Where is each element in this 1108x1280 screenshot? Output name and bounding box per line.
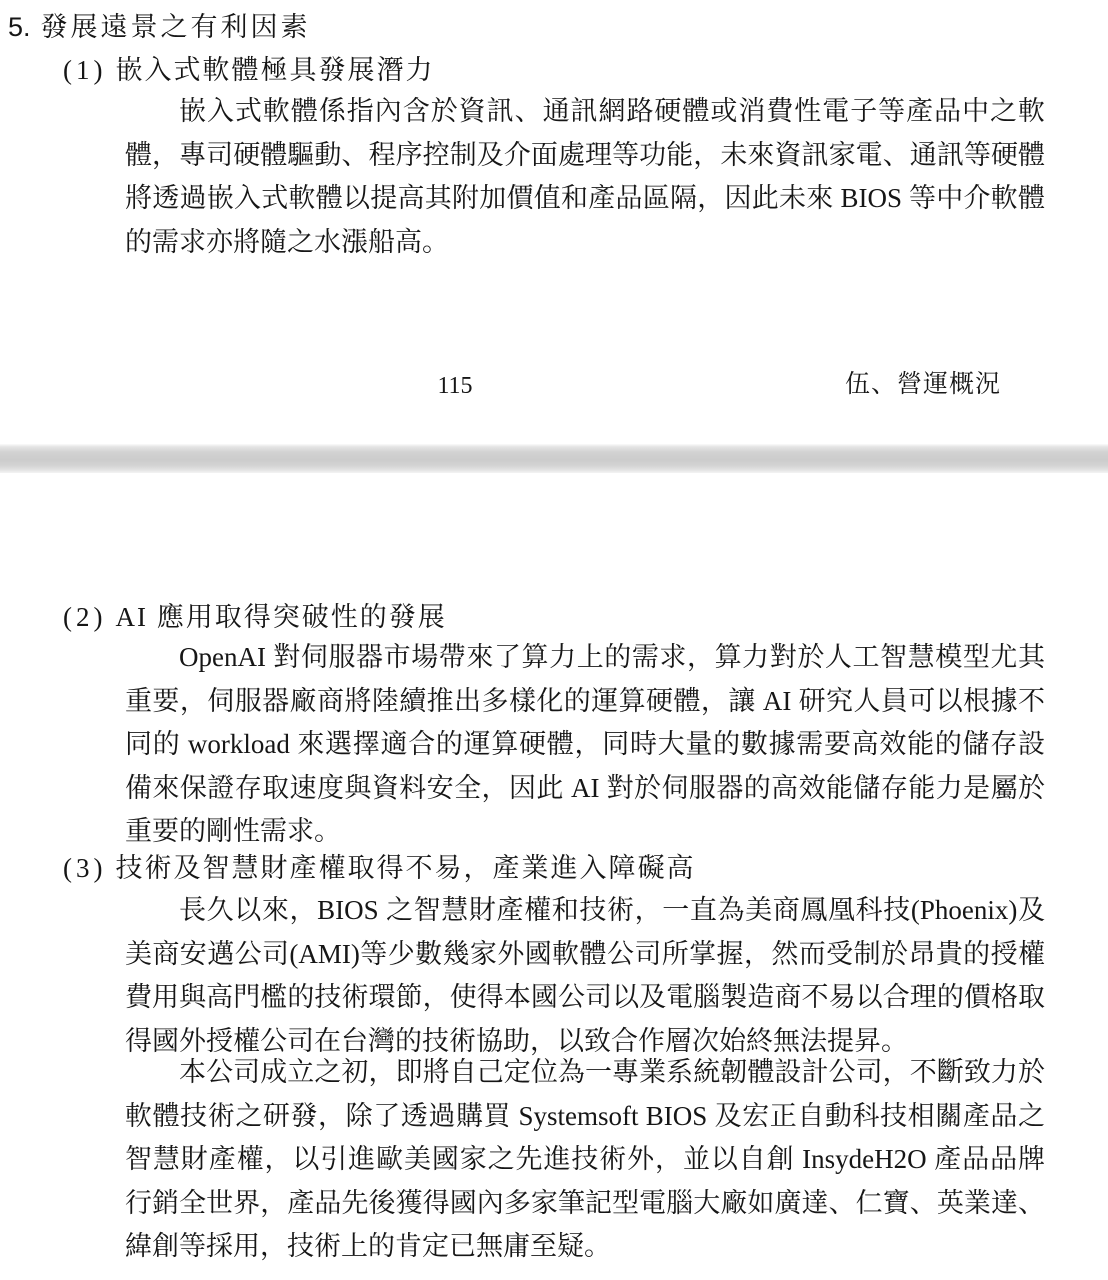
item-1-label: (1) <box>63 55 107 85</box>
item-3-heading <box>63 851 695 885</box>
section-number: 5. <box>8 12 31 42</box>
page-116 <box>0 473 1108 1280</box>
chapter-footer-label: 伍、營運概況 <box>845 370 1002 398</box>
item-1-title: 嵌入式軟體極具發展潛力 <box>115 55 435 85</box>
page-divider <box>0 444 1108 473</box>
item-2-heading <box>63 600 447 634</box>
item-3-label: (3) <box>63 853 107 883</box>
page-115 <box>0 0 1108 444</box>
item-1-heading <box>63 53 434 87</box>
page-number: 115 <box>437 373 473 399</box>
item-3-title: 技術及智慧財產權取得不易，產業進入障礙高 <box>115 853 696 883</box>
item-2-paragraph: OpenAI 對伺服器市場帶來了算力上的需求，算力對於人工智慧模型尤其重要，伺服器廠商將陸續推出多樣化的運算硬體，讓 AI 研究人員可以根據不同的 workload 來選擇適合的運算硬體，同時大量的數據需要高效能的儲存設備來保證存取速度與資料安全，因此 AI 對於伺服器的高效能儲存能力是屬於重要的剛性需求。 <box>125 642 1045 846</box>
item-3-paragraph-2: 本公司成立之初，即將自己定位為一專業系統韌體設計公司，不斷致力於軟體技術之研發，除了透過購買 Systemsoft BIOS 及宏正自動科技相關產品之智慧財產權，以引進歐美國家之先進技術外，並以自創 InsydeH2O 產品品牌行銷全世界，產品先後獲得國內多家筆記型電腦大廠如廣達、仁寶、英業達、緯創等採用，技術上的肯定已無庸至疑。 <box>125 1057 1045 1261</box>
item-3-paragraph-1: 長久以來，BIOS 之智慧財產權和技術，一直為美商鳳凰科技(Phoenix)及美商安邁公司(AMI)等少數幾家外國軟體公司所掌握，然而受制於昂貴的授權費用與高門檻的技術環節，使得本國公司以及電腦製造商不易以合理的價格取得國外授權公司在台灣的技術協助，以致合作層次始終無法提昇。 <box>125 895 1045 1056</box>
section-title: 發展遠景之有利因素 <box>40 12 311 42</box>
item-2-label: (2) <box>63 602 107 632</box>
section-heading <box>8 11 311 43</box>
item-2-title: AI 應用取得突破性的發展 <box>115 602 447 632</box>
item-1-paragraph: 嵌入式軟體係指內含於資訊、通訊網路硬體或消費性電子等產品中之軟體，專司硬體驅動、程序控制及介面處理等功能，未來資訊家電、通訊等硬體將透過嵌入式軟體以提高其附加價值和產品區隔，因此未來 BIOS 等中介軟體的需求亦將隨之水漲船高。 <box>125 96 1045 257</box>
